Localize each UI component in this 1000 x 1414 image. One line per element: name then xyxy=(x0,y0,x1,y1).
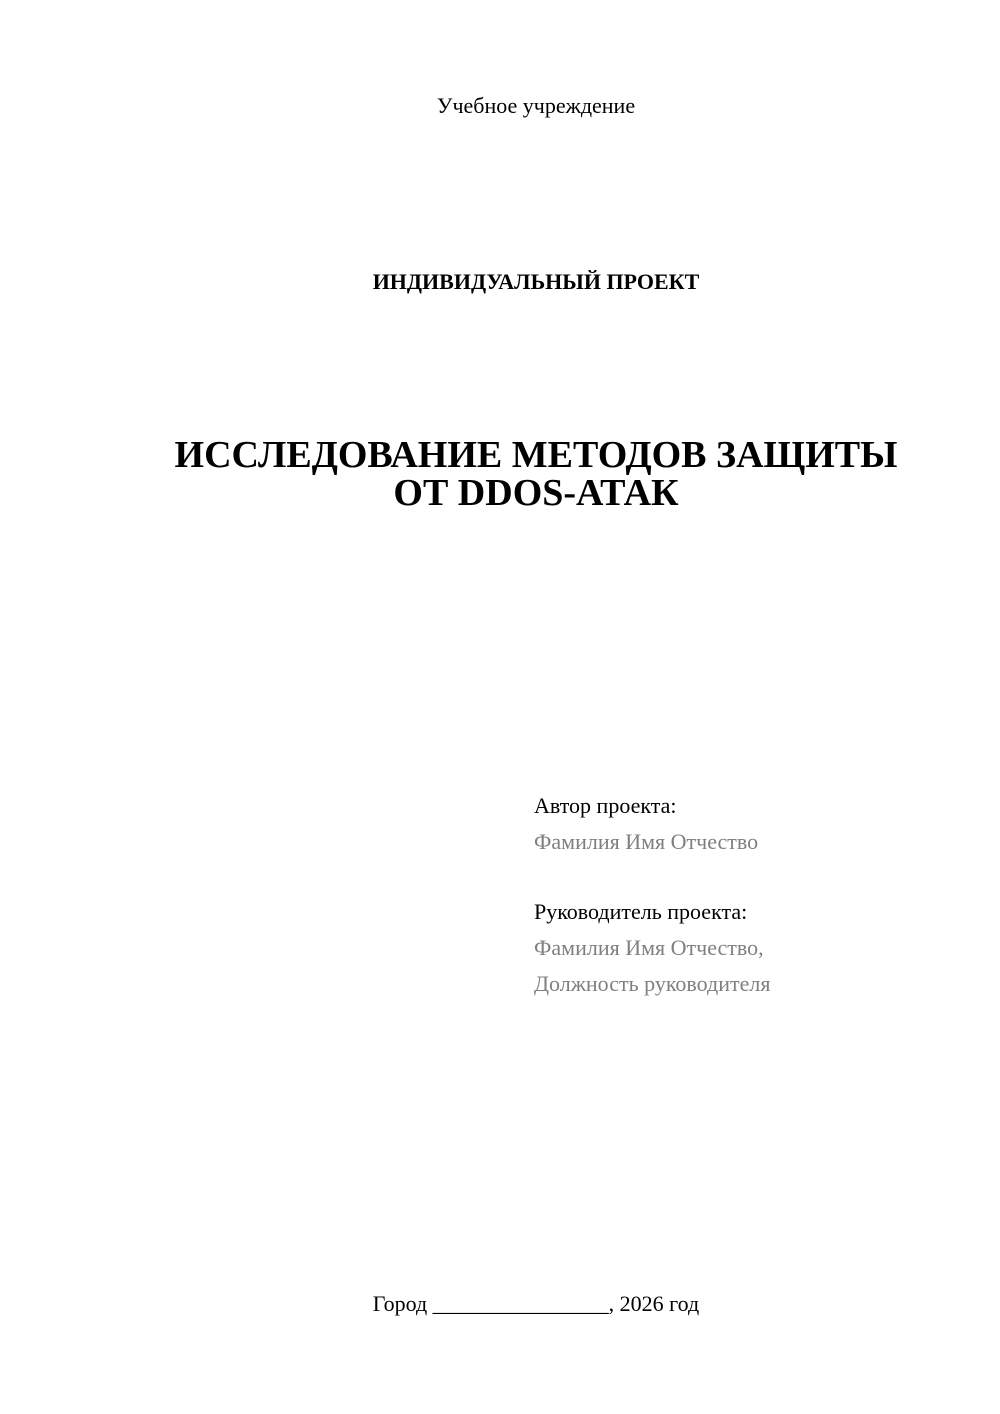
author-label: Автор проекта: xyxy=(534,793,677,818)
supervisor-name: Фамилия Имя Отчество, xyxy=(534,935,764,960)
signature-spacer xyxy=(534,860,974,894)
city-year-line: Город ________________, 2026 год xyxy=(372,1291,700,1316)
supervisor-position: Должность руководителя xyxy=(534,971,771,996)
supervisor-label: Руководитель проекта: xyxy=(534,899,748,924)
institution-name: Учебное учреждение xyxy=(436,93,636,118)
project-title xyxy=(0,436,1000,512)
author-name: Фамилия Имя Отчество xyxy=(534,829,759,854)
project-title-line-1: ИССЛЕДОВАНИЕ МЕТОДОВ ЗАЩИТЫ xyxy=(174,434,898,476)
signature-block xyxy=(534,788,974,1002)
document-type: ИНДИВИДУАЛЬНЫЙ ПРОЕКТ xyxy=(372,269,700,294)
project-title-line-2: ОТ DDOS-АТАК xyxy=(393,472,679,514)
